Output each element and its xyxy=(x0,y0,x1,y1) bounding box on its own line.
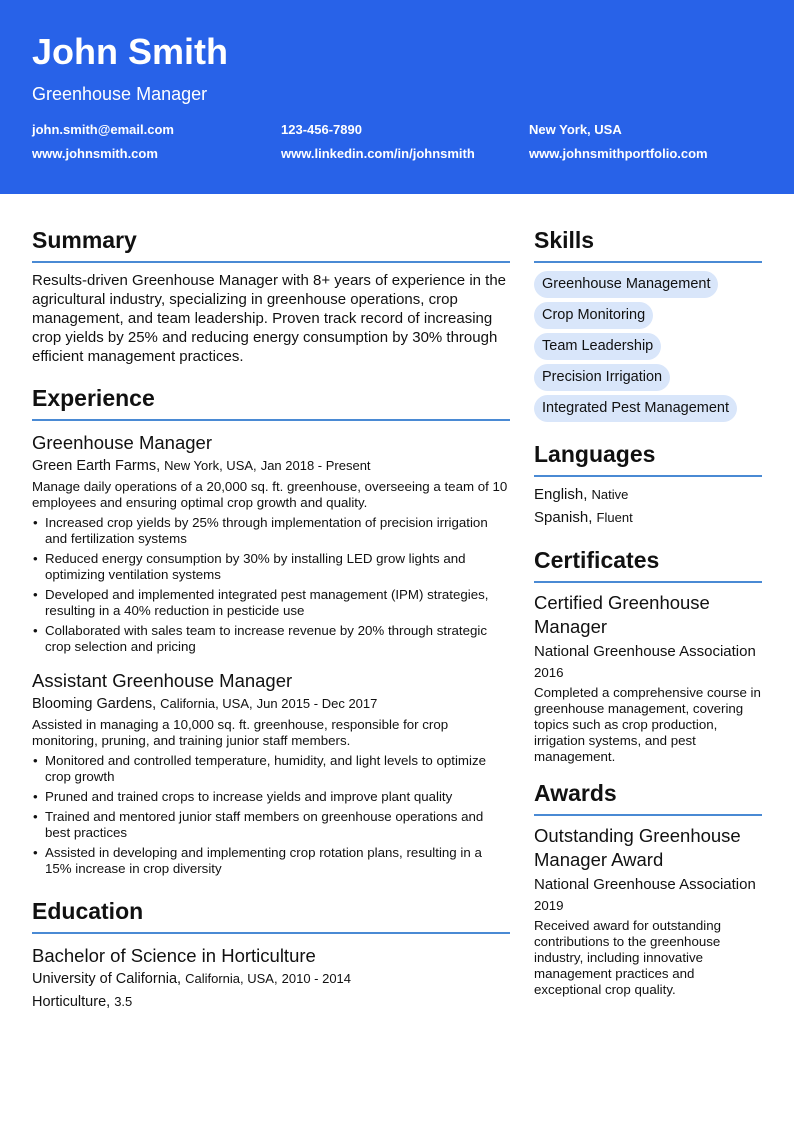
education-dates: 2010 - 2014 xyxy=(281,971,352,986)
award-description: Received award for outstanding contributions to the greenhouse industry, including innovative management practices and exceptional crop quality. xyxy=(534,918,722,997)
linkedin-link[interactable]: www.linkedin.com/in/johnsmith xyxy=(281,146,475,161)
main-column xyxy=(32,226,510,1012)
education-field xyxy=(32,992,510,1012)
experience-heading: Experience xyxy=(32,384,510,421)
job-bullets xyxy=(32,753,510,877)
language-item xyxy=(534,508,762,528)
job-entry xyxy=(32,669,510,877)
skill-tag: Precision Irrigation xyxy=(534,364,670,391)
language-level: Native xyxy=(591,487,629,502)
job-bullet: • Monitored and controlled temperature, humidity, and light levels to optimize crop growth xyxy=(32,753,510,785)
job-description: Assisted in managing a 10,000 sq. ft. greenhouse, responsible for crop monitoring, pruning, and training junior staff members. xyxy=(32,717,449,748)
phone-number[interactable]: 123-456-7890 xyxy=(281,122,362,137)
job-company: Blooming Gardens, xyxy=(32,696,157,712)
candidate-title: Greenhouse Manager xyxy=(32,84,208,104)
candidate-name: John Smith xyxy=(32,31,228,72)
certificate-org: National Greenhouse Association xyxy=(534,643,756,660)
language-name: English, xyxy=(534,486,588,503)
certificate-year: 2016 xyxy=(534,665,564,680)
certificate-description: Completed a comprehensive course in greenhouse management, covering topics such as crop production, irrigation systems, and pest management. xyxy=(534,685,761,764)
portfolio-link[interactable]: www.johnsmithportfolio.com xyxy=(529,146,708,161)
gpa: 3.5 xyxy=(114,994,133,1009)
award-title: Outstanding Greenhouse Manager Award xyxy=(534,825,741,870)
summary-text: Results-driven Greenhouse Manager with 8+ years of experience in the agricultural industry, specializing in greenhouse operations, crop management, and team leadership. Proven track record of increasing crop yields by 25% and reducing energy consumption by 30% through efficient management practices. xyxy=(32,272,507,365)
job-title: Greenhouse Manager xyxy=(32,432,212,453)
job-company: Green Earth Farms, xyxy=(32,458,161,474)
languages-heading: Languages xyxy=(534,440,762,477)
job-bullet: • Trained and mentored junior staff members on greenhouse operations and best practices xyxy=(32,809,510,841)
job-bullet: • Developed and implemented integrated pest management (IPM) strategies, resulting in a 40% reduction in pesticide use xyxy=(32,587,510,619)
job-bullets xyxy=(32,515,510,655)
resume-header xyxy=(0,0,794,194)
location: New York, USA xyxy=(529,122,622,137)
job-dates: Jun 2015 - Dec 2017 xyxy=(256,696,378,711)
award-org: National Greenhouse Association xyxy=(534,876,756,893)
awards-heading: Awards xyxy=(534,779,762,816)
job-bullet: • Increased crop yields by 25% through implementation of precision irrigation and fertilization systems xyxy=(32,515,510,547)
field-of-study: Horticulture, xyxy=(32,994,111,1010)
school-location: California, USA, xyxy=(185,971,278,986)
language-level: Fluent xyxy=(596,510,633,525)
email-link[interactable]: john.smith@email.com xyxy=(32,122,174,137)
skill-tag: Integrated Pest Management xyxy=(534,395,737,422)
job-entry xyxy=(32,431,510,655)
job-meta xyxy=(32,694,510,714)
certificate-title: Certified Greenhouse Manager xyxy=(534,592,710,637)
job-bullet: • Reduced energy consumption by 30% by installing LED grow lights and optimizing ventilation systems xyxy=(32,551,510,583)
skills-list xyxy=(534,271,762,426)
job-meta xyxy=(32,456,510,476)
award-year: 2019 xyxy=(534,898,564,913)
website-link[interactable]: www.johnsmith.com xyxy=(32,146,158,161)
degree-title: Bachelor of Science in Horticulture xyxy=(32,945,316,966)
skill-tag: Team Leadership xyxy=(534,333,661,360)
skills-heading: Skills xyxy=(534,226,762,263)
education-heading: Education xyxy=(32,897,510,934)
school-name: University of California, xyxy=(32,971,182,987)
education-meta xyxy=(32,969,510,989)
job-title: Assistant Greenhouse Manager xyxy=(32,670,293,691)
sidebar-column xyxy=(534,226,762,998)
language-name: Spanish, xyxy=(534,509,593,526)
certificates-heading: Certificates xyxy=(534,546,762,583)
job-dates: Jan 2018 - Present xyxy=(260,458,371,473)
job-location: California, USA, xyxy=(160,696,253,711)
skill-tag: Greenhouse Management xyxy=(534,271,718,298)
job-description: Manage daily operations of a 20,000 sq. ft. greenhouse, overseeing a team of 10 employees and ensuring optimal crop growth and quality. xyxy=(32,479,508,510)
summary-heading: Summary xyxy=(32,226,510,263)
job-bullet: • Collaborated with sales team to increase revenue by 20% through strategic crop selection and pricing xyxy=(32,623,510,655)
job-bullet: • Assisted in developing and implementing crop rotation plans, resulting in a 15% increase in crop diversity xyxy=(32,845,510,877)
skill-tag: Crop Monitoring xyxy=(534,302,653,329)
job-bullet: • Pruned and trained crops to increase yields and improve plant quality xyxy=(32,789,510,805)
language-item xyxy=(534,485,762,505)
job-location: New York, USA, xyxy=(164,458,257,473)
